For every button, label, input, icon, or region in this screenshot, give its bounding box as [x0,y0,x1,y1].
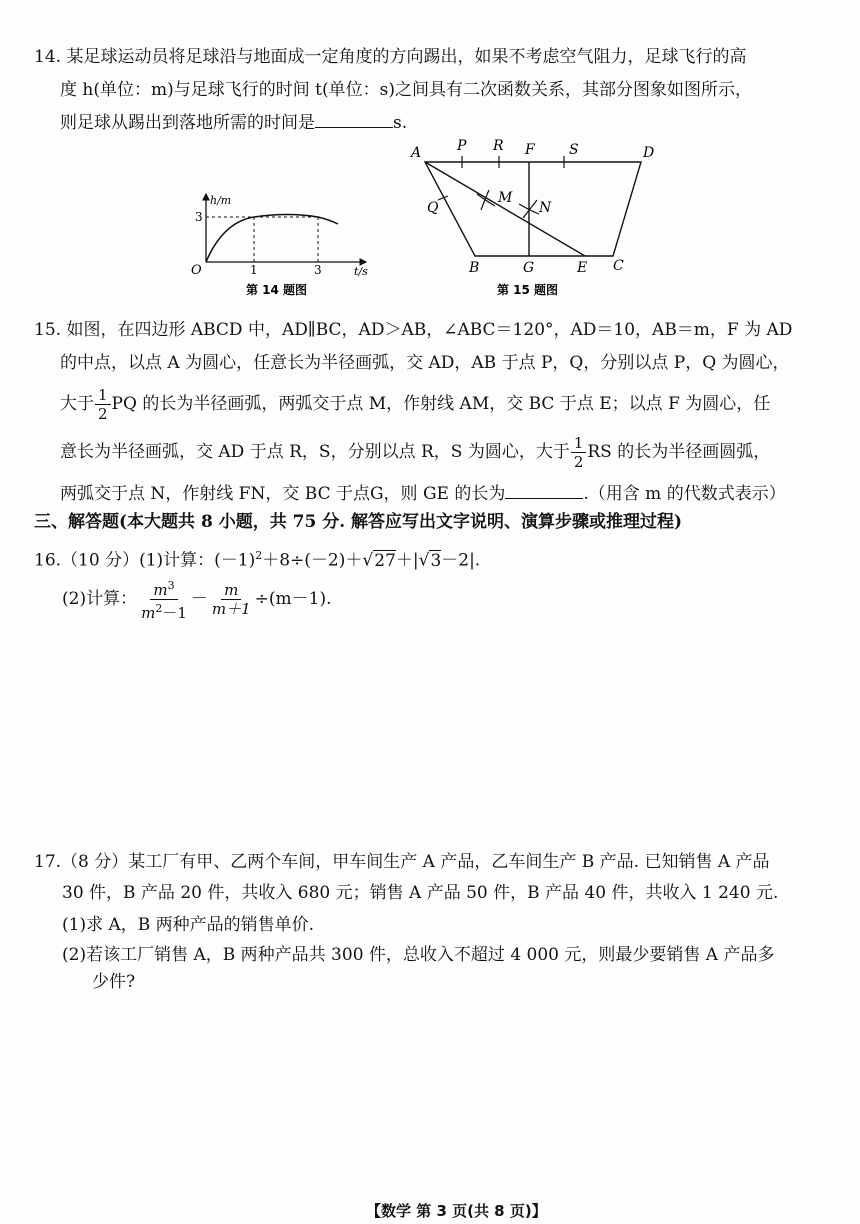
section-3-heading: 三、解答题(本大题共 8 小题，共 75 分. 解答应写出文字说明、演算步骤或推理过程) [34,512,683,532]
frac1-den-post: －1 [162,604,187,622]
label-c: C [613,258,624,274]
label-s: S [569,142,579,158]
arc-n-2 [523,200,537,218]
frac1-num-exp: 3 [167,579,175,592]
q14-line3 [60,109,407,136]
frac-den: 2 [573,453,584,471]
fraction-half [95,386,111,423]
frac1-den-exp: 2 [155,602,163,615]
q16-fraction-2 [209,581,254,618]
q16-part1: 16.（10 分）(1)计算：$(-1)^2+8\div(-2)+√27+|√3-2|$. [34,549,481,571]
q17-line4: (2)若该工厂销售 A，B 两种产品共 300 件，总收入不超过 4 000 元，则最少要销售 A 产品多 [62,945,775,965]
q15-line4 [60,432,770,472]
q16-part2 [62,577,332,622]
q15-line4-post: RS 的长为半径画圆弧， [587,442,771,462]
label-n: N [539,200,552,216]
arc-m-2 [481,190,489,210]
q15-line1: 15. 如图，在四边形 ABCD 中，AD∥BC，AD＞AB，∠ABC＝120°，AD＝10，AB＝m，F 为 AD [34,320,793,340]
q16-part2-post: ÷(m－1). [254,589,332,609]
label-g: G [523,260,535,276]
figure-14-caption: 第 14 题图 [246,283,308,297]
q16-minus: － [190,589,208,609]
figure-15-caption: 第 15 题图 [497,283,559,297]
figure-15-diagram [405,136,680,302]
frac1-den-var: m [141,604,156,622]
frac1-num-var: m [153,581,168,599]
label-r: R [493,138,504,154]
label-m: M [498,190,513,206]
label-d: D [643,145,655,161]
frac2-den: m＋1 [211,600,251,618]
q14-line1: 14. 某足球运动员将足球沿与地面成一定角度的方向踢出，如果不考虑空气阻力，足球飞行的高 [34,47,747,67]
q17-line3: (1)求 A，B 两种产品的销售单价. [62,915,315,935]
q15-line2: 的中点，以点 A 为圆心，任意长为半径画弧，交 AD，AB 于点 P，Q，分别以点 P，Q 为圆心， [60,353,790,373]
q17-line1: 17.（8 分）某工厂有甲、乙两个车间，甲车间生产 A 产品，乙车间生产 B 产品. 已知销售 A 产品 [34,852,770,872]
q17-line5: 少件? [92,972,136,992]
q16-part1-mid: ＋8÷(－2)＋ [262,550,363,571]
q14-line2: 度 h(单位：m)与足球飞行的时间 t(单位：s)之间具有二次函数关系，其部分图象如图所示， [60,80,752,100]
q15-line5-pre: 两弧交于点 N，作射线 FN，交 BC 于点G，则 GE 的长为 [60,484,506,504]
fraction-half-2 [571,434,587,471]
frac-num: 1 [571,434,587,453]
q16-fraction-1 [138,577,190,622]
x-axis-label: t/s [354,265,368,278]
frac1-den [138,600,190,622]
origin-label: O [191,263,202,278]
x-tick-label-3: 3 [314,263,322,277]
q16-sqrt-3: 3 [430,550,442,571]
q15-line5-post: .（用含 m 的代数式表示） [583,484,786,504]
q16-part1-pre: 16.（10 分）(1)计算：(－1) [34,550,256,571]
label-b: B [469,260,480,276]
q16-abs-open: ＋| [395,550,419,571]
q15-line5 [60,480,786,507]
y-axis-label: h/m [210,194,232,207]
figure-14-graph [188,190,378,302]
label-a: A [411,145,422,161]
y-tick-label: 3 [195,210,203,224]
q15-line3 [60,384,770,424]
x-tick-label-1: 1 [250,263,258,277]
q14-line3-text: 则足球从踢出到落地所需的时间是 [60,113,315,133]
q17-line2: 30 件，B 产品 20 件，共收入 680 元；销售 A 产品 50 件，B 产品 40 件，共收入 1 240 元. [62,883,779,903]
q16-exponent: 2 [255,549,263,562]
frac-den: 2 [98,405,108,423]
q15-line3-pre: 大于 [60,394,94,414]
label-q: Q [427,200,439,216]
q15-line3-post: PQ 的长为半径画弧，两弧交于点 M，作射线 AM，交 BC 于点 E；以点 F 为圆心，任 [111,394,771,414]
label-f: F [525,142,535,158]
q14-answer-blank[interactable] [315,109,393,128]
label-p: P [457,138,467,154]
frac1-num [150,577,177,600]
label-e: E [577,260,588,276]
q16-sqrt-27: 27 [374,550,396,571]
q16-part2-pre: (2)计算： [62,589,138,609]
frac-num: 1 [95,386,111,405]
q15-line4-pre: 意长为半径画弧，交 AD 于点 R，S，分别以点 R，S 为圆心，大于 [60,442,570,462]
quadrilateral-abcd [425,162,641,256]
frac2-num: m [221,581,241,600]
q15-answer-blank[interactable] [505,480,583,499]
q14-unit: s. [393,113,408,133]
q16-abs-close: －2|. [441,550,481,571]
page-footer: 【数学 第 3 页(共 8 页)】 [366,1202,547,1220]
ray-am [425,162,585,256]
